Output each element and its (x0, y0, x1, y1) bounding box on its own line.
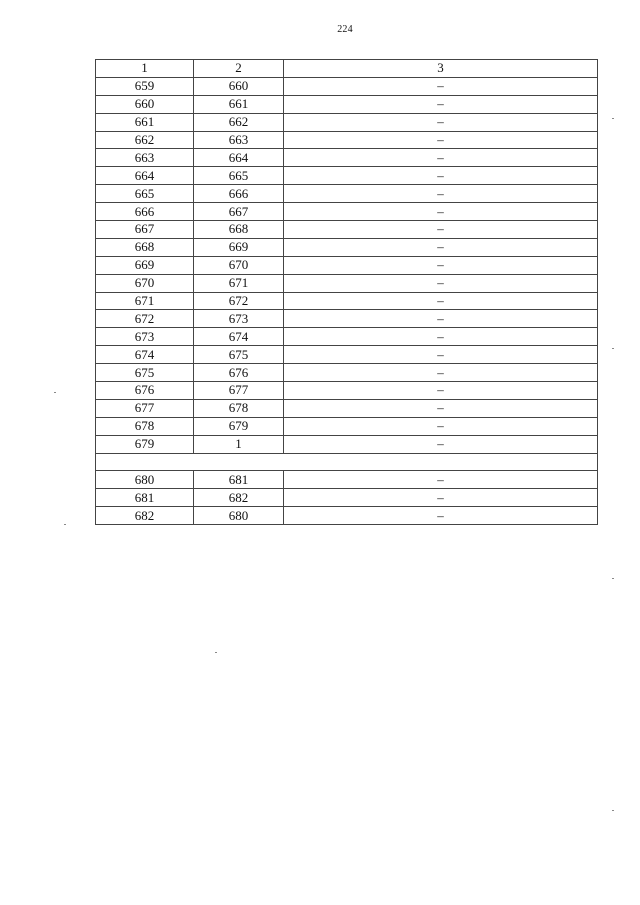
table-cell-col-1: 677 (96, 399, 194, 417)
table-cell-col-3: – (284, 238, 598, 256)
table-row (96, 399, 598, 417)
table-cell-col-3: – (284, 382, 598, 400)
table-cell-col-1: 663 (96, 149, 194, 167)
table-row (96, 113, 598, 131)
table-body (96, 60, 598, 525)
table-cell-col-3: – (284, 167, 598, 185)
table-cell-col-1: 664 (96, 167, 194, 185)
table-cell-col-2: 663 (194, 131, 284, 149)
table-row (96, 435, 598, 453)
table-cell-col-2: 666 (194, 185, 284, 203)
table-cell-col-3: – (284, 310, 598, 328)
table-row (96, 238, 598, 256)
table-cell-col-3: – (284, 471, 598, 489)
table-row (96, 489, 598, 507)
table-cell-col-2: 674 (194, 328, 284, 346)
table-cell-col-3: – (284, 113, 598, 131)
table-cell-col-2: 671 (194, 274, 284, 292)
table-cell-col-1: 661 (96, 113, 194, 131)
table-cell-col-2: 1 (194, 435, 284, 453)
scan-speck (612, 578, 614, 579)
table-cell-col-3: – (284, 364, 598, 382)
table-cell-col-1: 676 (96, 382, 194, 400)
table-row (96, 292, 598, 310)
table-cell-col-1: 682 (96, 507, 194, 525)
table-header-row (96, 60, 598, 78)
table-cell-col-1: 679 (96, 435, 194, 453)
table-cell-col-1: 670 (96, 274, 194, 292)
table-cell-col-3: – (284, 95, 598, 113)
table-cell-col-2: 672 (194, 292, 284, 310)
table-row (96, 185, 598, 203)
column-header-1: 1 (96, 60, 194, 78)
table-cell-col-3: – (284, 399, 598, 417)
table-cell-col-2: 675 (194, 346, 284, 364)
table-separator-row (96, 453, 598, 471)
table-cell-col-3: – (284, 292, 598, 310)
table-row (96, 346, 598, 364)
table-cell-col-2: 676 (194, 364, 284, 382)
table-cell-col-3: – (284, 256, 598, 274)
table-row (96, 149, 598, 167)
column-header-3: 3 (284, 60, 598, 78)
table-row (96, 95, 598, 113)
table-cell-col-1: 675 (96, 364, 194, 382)
table-cell-col-3: – (284, 328, 598, 346)
table-cell-col-1: 668 (96, 238, 194, 256)
page-number: 224 (337, 24, 353, 35)
table-cell-col-3: – (284, 77, 598, 95)
table-cell-col-2: 669 (194, 238, 284, 256)
table-cell-col-2: 661 (194, 95, 284, 113)
table-row (96, 364, 598, 382)
table-cell-col-3: – (284, 274, 598, 292)
table-cell-col-2: 682 (194, 489, 284, 507)
table-cell-col-1: 673 (96, 328, 194, 346)
table-cell-col-1: 660 (96, 95, 194, 113)
table-cell-col-2: 662 (194, 113, 284, 131)
scan-speck (612, 348, 614, 349)
table-row (96, 77, 598, 95)
table-cell-col-3: – (284, 435, 598, 453)
table-cell-col-1: 662 (96, 131, 194, 149)
table-row (96, 382, 598, 400)
table-row (96, 471, 598, 489)
table-cell-col-3: – (284, 346, 598, 364)
table-cell-col-3: – (284, 417, 598, 435)
table-row (96, 256, 598, 274)
table-cell-col-3: – (284, 131, 598, 149)
table-cell-col-3: – (284, 507, 598, 525)
scan-speck (215, 652, 217, 653)
table-row (96, 203, 598, 221)
table-row (96, 131, 598, 149)
table-cell-col-2: 681 (194, 471, 284, 489)
table-cell-col-2: 679 (194, 417, 284, 435)
table-cell-col-2: 668 (194, 221, 284, 239)
table-cell-col-2: 670 (194, 256, 284, 274)
table-row (96, 167, 598, 185)
table-cell-col-2: 660 (194, 77, 284, 95)
scan-speck (612, 810, 614, 811)
table-cell-col-3: – (284, 185, 598, 203)
table-row (96, 507, 598, 525)
table-row (96, 417, 598, 435)
table-cell-col-1: 666 (96, 203, 194, 221)
table-cell-col-2: 677 (194, 382, 284, 400)
table-cell-col-1: 680 (96, 471, 194, 489)
table-cell-col-3: – (284, 489, 598, 507)
table-cell-col-1: 678 (96, 417, 194, 435)
table-cell-col-2: 665 (194, 167, 284, 185)
table-cell-col-1: 667 (96, 221, 194, 239)
table-cell-col-1: 669 (96, 256, 194, 274)
table-cell-col-2: 678 (194, 399, 284, 417)
table-cell-col-1: 674 (96, 346, 194, 364)
table-cell-col-1: 671 (96, 292, 194, 310)
scan-speck (54, 392, 56, 393)
table-row (96, 221, 598, 239)
column-header-2: 2 (194, 60, 284, 78)
separator-cell (96, 453, 598, 471)
table-cell-col-2: 680 (194, 507, 284, 525)
data-table (95, 59, 598, 525)
table-cell-col-1: 665 (96, 185, 194, 203)
table-cell-col-2: 667 (194, 203, 284, 221)
scan-speck (612, 118, 614, 119)
table-row (96, 274, 598, 292)
table-cell-col-3: – (284, 221, 598, 239)
table-cell-col-2: 673 (194, 310, 284, 328)
table-row (96, 310, 598, 328)
table-cell-col-3: – (284, 149, 598, 167)
scan-speck (64, 524, 66, 525)
table-row (96, 328, 598, 346)
table-cell-col-1: 672 (96, 310, 194, 328)
table-cell-col-3: – (284, 203, 598, 221)
table-cell-col-1: 681 (96, 489, 194, 507)
table-cell-col-2: 664 (194, 149, 284, 167)
table-cell-col-1: 659 (96, 77, 194, 95)
